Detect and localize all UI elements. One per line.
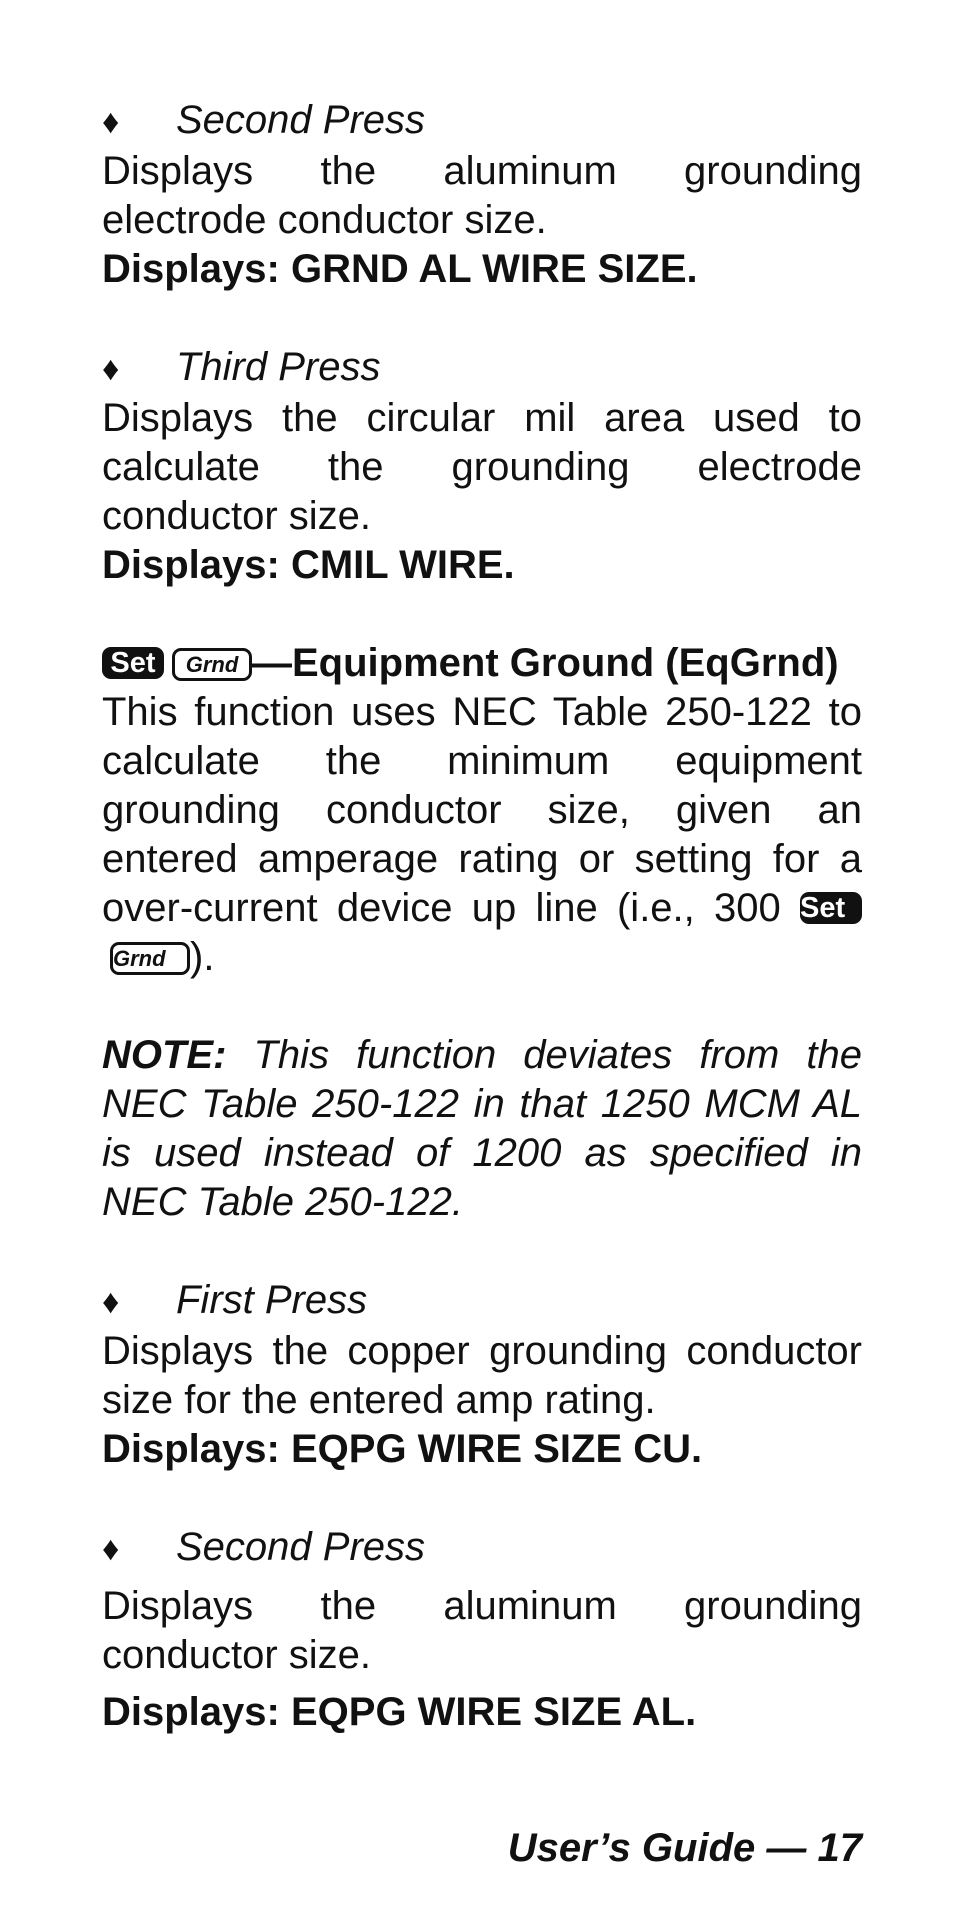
- bullet-diamond-icon: ♦: [102, 1530, 120, 1568]
- display-line: Displays: EQPG WIRE SIZE CU.: [102, 1427, 703, 1471]
- note-paragraph: [102, 1031, 862, 1227]
- paragraph-text: This function uses NEC Table 250-122 to calculate the minimum equipment grounding conductor size, given an entered amperage rating or setting for a over-current device up line (i.e., 300: [102, 690, 862, 930]
- note-text: This function deviates from the NEC Table 250-122 in that 1250 MCM AL is used instead of 1200 as specified in NEC Table 250-122.: [102, 1033, 862, 1224]
- bullet-heading: [102, 96, 862, 147]
- bullet-diamond-icon: ♦: [102, 103, 120, 141]
- display-line: Displays: CMIL WIRE.: [102, 543, 515, 587]
- set-key-icon: Set: [800, 892, 862, 924]
- paragraph: [102, 688, 862, 982]
- section-heading: [102, 639, 862, 688]
- bullet-heading: [102, 1276, 862, 1327]
- bullet-heading: [102, 343, 862, 394]
- grnd-key-icon: Grnd: [110, 942, 190, 975]
- page-footer: User’s Guide — 17: [507, 1826, 862, 1870]
- paragraph: Displays the circular mil area used to calculate the grounding electrode conductor size.: [102, 396, 862, 538]
- note-label: NOTE:: [102, 1033, 227, 1077]
- press-label: Third Press: [176, 345, 381, 389]
- grnd-key-icon: Grnd: [172, 648, 252, 681]
- paragraph: Displays the aluminum grounding conductor size.: [102, 1584, 862, 1677]
- bullet-heading: [102, 1523, 862, 1574]
- display-line: Displays: GRND AL WIRE SIZE.: [102, 247, 698, 291]
- paragraph: Displays the aluminum grounding electrode conductor size.: [102, 149, 862, 242]
- bullet-diamond-icon: ♦: [102, 1283, 120, 1321]
- manual-page: [102, 96, 862, 1737]
- paragraph: Displays the copper grounding conductor size for the entered amp rating.: [102, 1329, 862, 1422]
- press-label: Second Press: [176, 98, 426, 142]
- press-label: Second Press: [176, 1525, 426, 1569]
- set-key-icon: Set: [102, 647, 164, 679]
- bullet-diamond-icon: ♦: [102, 350, 120, 388]
- press-label: First Press: [176, 1278, 368, 1322]
- section-title: —Equipment Ground (EqGrnd): [252, 641, 839, 685]
- paragraph-text-end: ).: [190, 935, 215, 979]
- display-line: Displays: EQPG WIRE SIZE AL.: [102, 1690, 697, 1734]
